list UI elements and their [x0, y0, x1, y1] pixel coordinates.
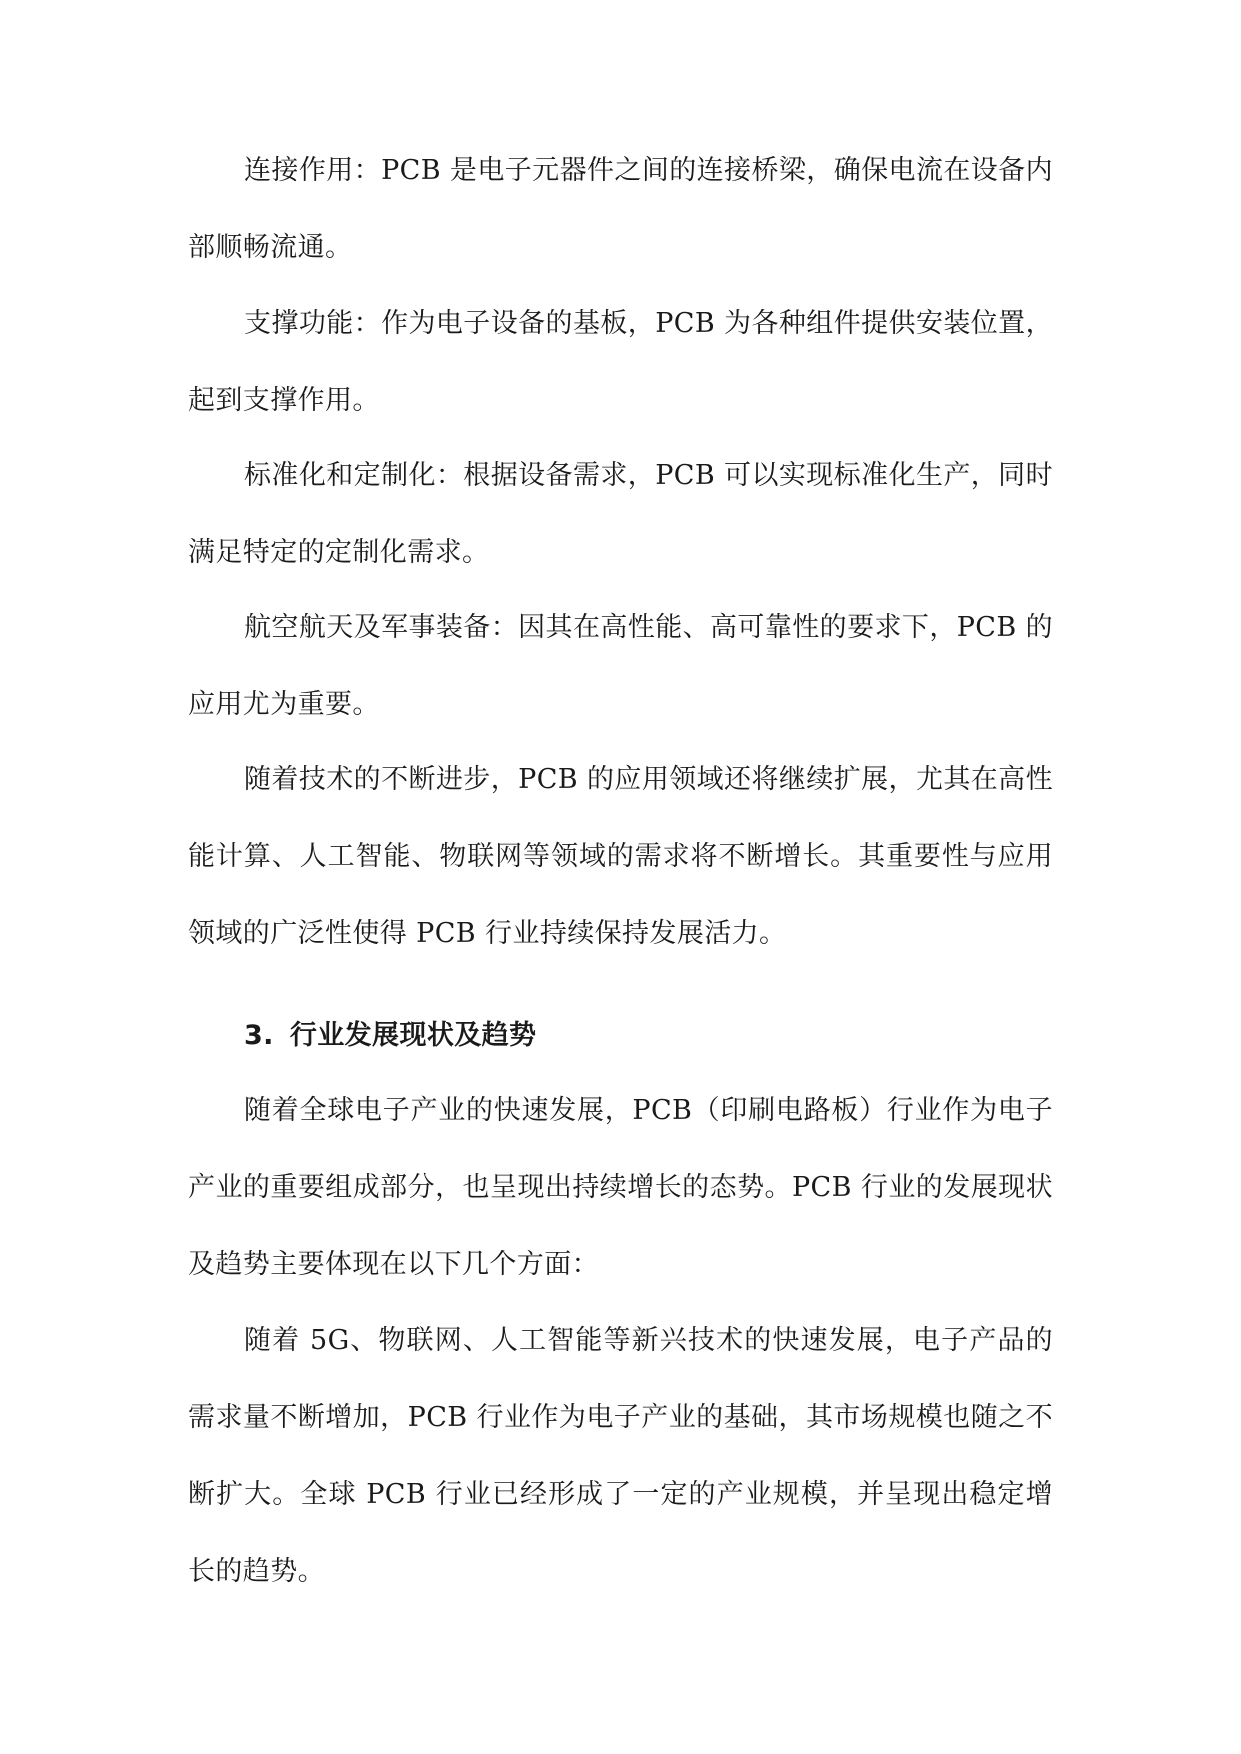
paragraph-connection-role: 连接作用：PCB 是电子元器件之间的连接桥梁，确保电流在设备内部顺畅流通。 [188, 155, 1053, 263]
section-number: 3. [244, 1020, 274, 1051]
paragraph-market-growth: 随着 5G、物联网、人工智能等新兴技术的快速发展，电子产品的需求量不断增加，PCB 行业作为电子产业的基础，其市场规模也随之不断扩大。全球 PCB 行业已经形成了一定的产业规模，并呈现出稳定增长的趋势。 [188, 1325, 1053, 1587]
paragraph-application-expansion: 随着技术的不断进步，PCB 的应用领域还将继续扩展，尤其在高性能计算、人工智能、物联网等领域的需求将不断增长。其重要性与应用领域的广泛性使得 PCB 行业持续保持发展活力。 [188, 764, 1053, 949]
paragraph-aerospace-military: 航空航天及军事装备：因其在高性能、高可靠性的要求下，PCB 的应用尤为重要。 [188, 612, 1053, 720]
paragraph-support-function: 支撑功能：作为电子设备的基板，PCB 为各种组件提供安装位置，起到支撑作用。 [188, 308, 1053, 416]
section-title: 行业发展现状及趋势 [289, 1020, 537, 1051]
paragraph-industry-status: 随着全球电子产业的快速发展，PCB（印刷电路板）行业作为电子产业的重要组成部分，也呈现出持续增长的态势。PCB 行业的发展现状及趋势主要体现在以下几个方面： [188, 1095, 1053, 1280]
section-heading [244, 1006, 536, 1066]
paragraph-standardization: 标准化和定制化：根据设备需求，PCB 可以实现标准化生产，同时满足特定的定制化需求。 [188, 460, 1053, 568]
